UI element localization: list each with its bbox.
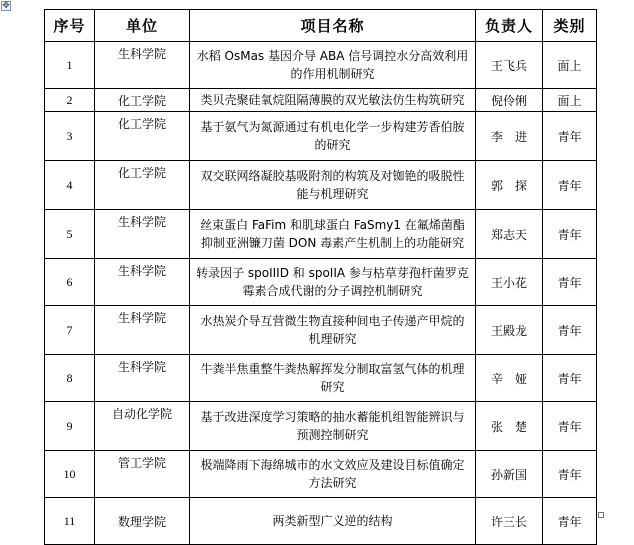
row-no: 8 <box>45 355 95 402</box>
row-project: 水热炭介导互营微生物直接种间电子传递产甲烷的机理研究 <box>190 306 476 355</box>
row-category: 青年 <box>543 161 597 210</box>
row-category: 青年 <box>543 112 597 161</box>
row-no: 2 <box>45 89 95 112</box>
row-unit: 化工学院 <box>95 112 190 161</box>
row-leader: 李 进 <box>476 112 543 161</box>
row-unit: 管工学院 <box>95 451 190 498</box>
row-project: 丝束蛋白 FaFim 和肌球蛋白 FaSmy1 在氟烯菌酯抑制亚洲镰刀菌 DON 毒素产生机制上的功能研究 <box>190 210 476 259</box>
row-category: 面上 <box>543 42 597 89</box>
row-unit: 数理学院 <box>95 498 190 545</box>
row-unit: 自动化学院 <box>95 402 190 451</box>
row-leader: 许三长 <box>476 498 543 545</box>
row-no: 7 <box>45 306 95 355</box>
row-project: 双交联网络凝胶基吸附剂的构筑及对铷铯的吸脱性能与机理研究 <box>190 161 476 210</box>
row-category: 青年 <box>543 259 597 306</box>
table-move-handle-icon[interactable]: ✥ <box>2 1 10 11</box>
row-unit: 生科学院 <box>95 259 190 306</box>
table-row <box>45 451 597 498</box>
row-project: 两类新型广义逆的结构 <box>190 498 476 545</box>
table-row <box>45 161 597 210</box>
table-row <box>45 306 597 355</box>
table-row <box>45 112 597 161</box>
row-unit: 化工学院 <box>95 161 190 210</box>
row-project: 牛粪半焦重整牛粪热解挥发分制取富氢气体的机理研究 <box>190 355 476 402</box>
row-leader: 王小花 <box>476 259 543 306</box>
row-unit: 生科学院 <box>95 306 190 355</box>
row-no: 3 <box>45 112 95 161</box>
table-resize-handle-icon[interactable] <box>598 512 604 518</box>
row-no: 11 <box>45 498 95 545</box>
row-leader: 郑志天 <box>476 210 543 259</box>
table-row <box>45 259 597 306</box>
row-category: 青年 <box>543 402 597 451</box>
header-category: 类别 <box>543 10 597 42</box>
row-category: 青年 <box>543 498 597 545</box>
row-no: 9 <box>45 402 95 451</box>
header-unit: 单位 <box>95 10 190 42</box>
row-category: 青年 <box>543 355 597 402</box>
row-project: 基于氨气为氮源通过有机电化学一步构建芳香伯胺的研究 <box>190 112 476 161</box>
table-row <box>45 210 597 259</box>
row-no: 1 <box>45 42 95 89</box>
project-table <box>44 9 597 545</box>
table-row <box>45 498 597 545</box>
row-leader: 倪伶俐 <box>476 89 543 112</box>
header-no: 序号 <box>45 10 95 42</box>
row-category: 面上 <box>543 89 597 112</box>
row-project: 极端降雨下海绵城市的水文效应及建设目标值确定方法研究 <box>190 451 476 498</box>
row-leader: 张 楚 <box>476 402 543 451</box>
table-row <box>45 42 597 89</box>
row-unit: 化工学院 <box>95 89 190 112</box>
row-project: 转录因子 spoIIID 和 spoIIA 参与枯草芽孢杆菌罗克霉素合成代谢的分子调控机制研究 <box>190 259 476 306</box>
row-project: 基于改进深度学习策略的抽水蓄能机组智能辨识与预测控制研究 <box>190 402 476 451</box>
row-unit: 生科学院 <box>95 355 190 402</box>
row-project: 类贝壳聚硅氧烷阻隔薄膜的双光敏法仿生构筑研究 <box>190 89 476 112</box>
table-row <box>45 355 597 402</box>
row-category: 青年 <box>543 210 597 259</box>
row-category: 青年 <box>543 306 597 355</box>
table-row <box>45 402 597 451</box>
row-leader: 王殿龙 <box>476 306 543 355</box>
row-no: 10 <box>45 451 95 498</box>
row-unit: 生科学院 <box>95 42 190 89</box>
row-no: 6 <box>45 259 95 306</box>
header-project: 项目名称 <box>190 10 476 42</box>
table-header-row <box>45 10 597 42</box>
row-no: 5 <box>45 210 95 259</box>
header-leader: 负责人 <box>476 10 543 42</box>
row-no: 4 <box>45 161 95 210</box>
row-unit: 生科学院 <box>95 210 190 259</box>
row-category: 青年 <box>543 451 597 498</box>
row-project: 水稻 OsMas 基因介导 ABA 信号调控水分高效利用的作用机制研究 <box>190 42 476 89</box>
row-leader: 王飞兵 <box>476 42 543 89</box>
table-row <box>45 89 597 112</box>
row-leader: 郭 探 <box>476 161 543 210</box>
row-leader: 辛 娅 <box>476 355 543 402</box>
row-leader: 孙新国 <box>476 451 543 498</box>
